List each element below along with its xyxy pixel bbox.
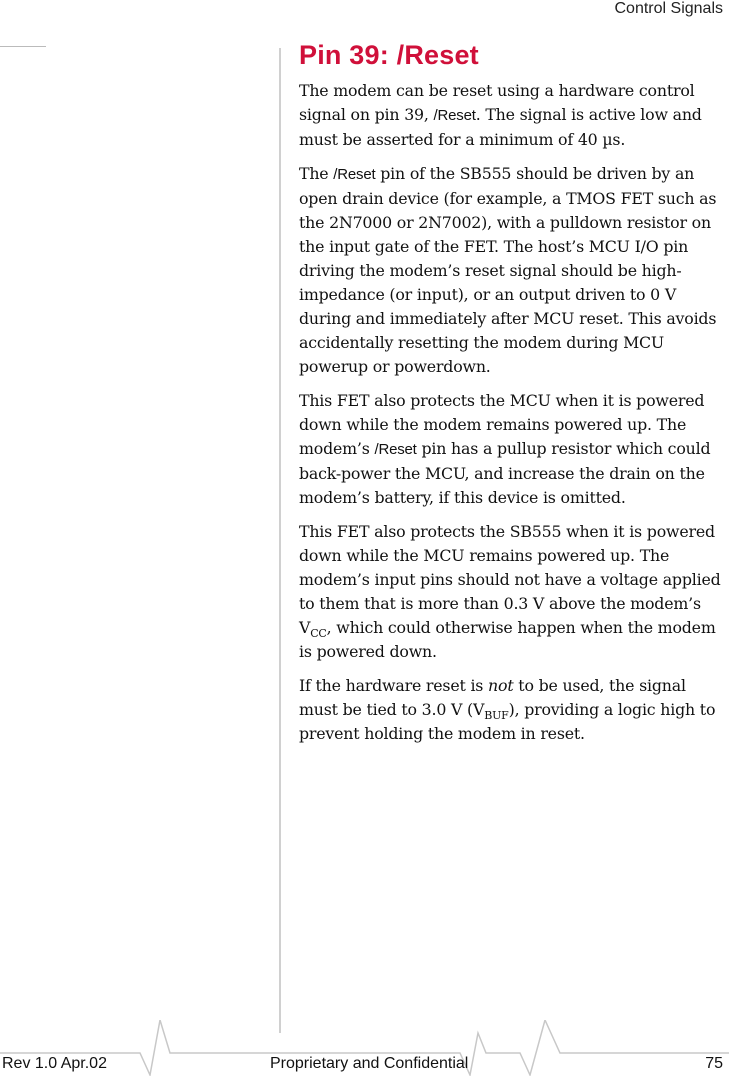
section-title: Pin 39: /Reset xyxy=(299,40,479,70)
main-content xyxy=(299,40,727,756)
paragraph-5 xyxy=(299,674,727,746)
text: to be used, the signal must be tied to 3.0 V (V xyxy=(299,676,686,719)
subscript: BUF xyxy=(484,709,509,723)
text: The xyxy=(299,164,334,183)
paragraph-4 xyxy=(299,520,727,664)
text: If the hardware reset is xyxy=(299,676,489,695)
text: This FET also protects the MCU when it is powered down while the modem remains powered up. The modem’s xyxy=(299,391,705,458)
footer-confidential: Proprietary and Confidential xyxy=(270,1055,469,1072)
text: . The signal is active low and must be asserted for a minimum of 40 µs. xyxy=(299,105,702,149)
signal-name: /Reset xyxy=(433,107,476,124)
paragraph-2 xyxy=(299,162,727,379)
emphasis: not xyxy=(488,676,514,695)
text: This FET also protects the SB555 when it is powered down while the MCU remains powered up. The modem’s input pins should not have a voltage applied to them that is more than 0.3 V above the modem’s V xyxy=(299,522,721,637)
text: The modem can be reset using a hardware control signal on pin 39, xyxy=(299,81,695,124)
text: pin has a pullup resistor which could back-power the MCU, and increase the drain on the modem’s battery, if this device is omitted. xyxy=(299,439,711,507)
margin-divider xyxy=(279,48,281,1033)
text: , which could otherwise happen when the modem is powered down. xyxy=(299,618,716,661)
running-header: Control Signals xyxy=(614,0,723,17)
header-rule xyxy=(0,46,46,47)
signal-name: /Reset xyxy=(374,441,417,458)
paragraph-3 xyxy=(299,389,727,510)
footer-revision: Rev 1.0 Apr.02 xyxy=(2,1055,107,1072)
page-number: 75 xyxy=(705,1055,723,1072)
signal-name: /Reset xyxy=(333,166,376,183)
paragraph-1 xyxy=(299,79,727,152)
subscript: CC xyxy=(310,627,327,641)
text: ), providing a logic high to prevent holding the modem in reset. xyxy=(299,700,716,743)
text: pin of the SB555 should be driven by an open drain device (for example, a TMOS FET such as the 2N7000 or 2N7002), with a pulldown resistor on the input gate of the FET. The host’s MCU I/O pin driving the modem’s reset signal should be high-impedance (or input), or an output driven to 0 V during and immediately after MCU reset. This avoids accidentally resetting the modem during MCU powerup or powerdown. xyxy=(299,164,717,376)
